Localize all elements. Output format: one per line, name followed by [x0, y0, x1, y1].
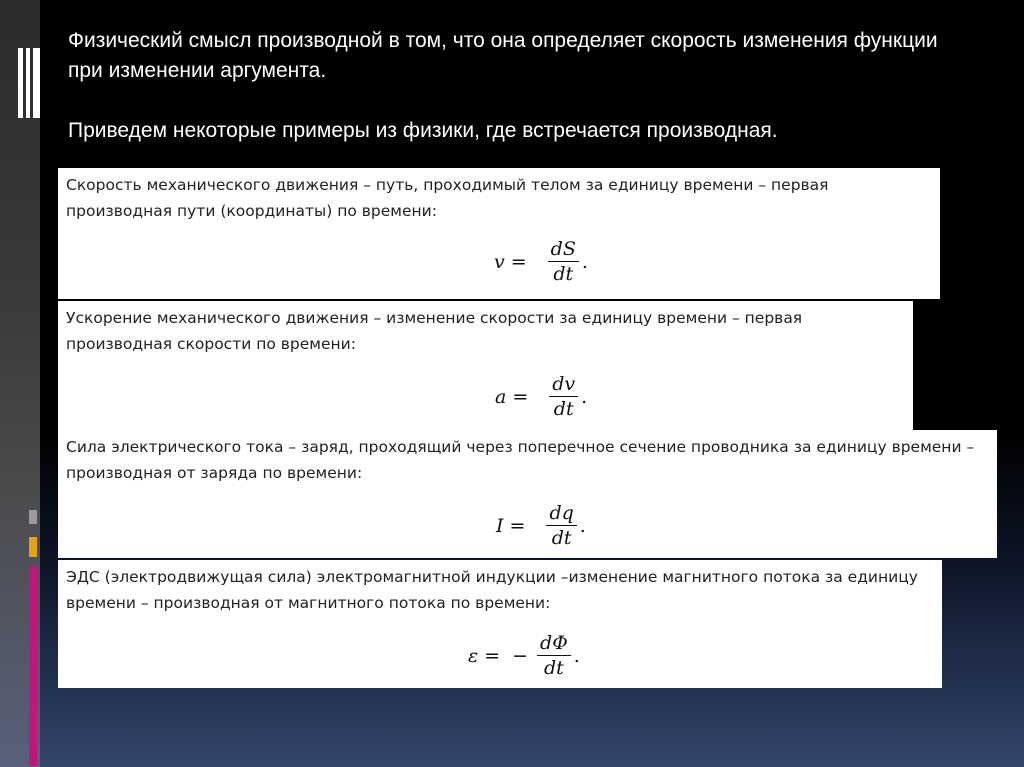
formula-lhs: I — [496, 514, 504, 537]
formula-fraction — [537, 632, 571, 679]
formula-sign: − — [512, 644, 529, 667]
decor-square-orange — [29, 537, 37, 557]
example-text: ЭДС (электродвижущая сила) электромагнитной индукции –изменение магнитного потока за единицу времени – производная от магнитного потока по времени: — [66, 568, 918, 612]
formula-numerator: dS — [548, 238, 579, 262]
formula-emf — [468, 632, 580, 679]
example-text: Ускорение механического движения – изменение скорости за единицу времени – первая производная скорости по времени: — [66, 309, 803, 353]
formula-period: . — [581, 251, 588, 273]
decor-square-magenta — [29, 566, 37, 766]
formula-fraction — [546, 502, 576, 549]
example-text: Сила электрического тока – заряд, проходящий через поперечное сечение проводника за единицу времени – производная от заряда по времени: — [66, 438, 975, 482]
formula-equals: = — [484, 644, 501, 667]
decor-square-gray — [29, 510, 37, 524]
example-box-current — [58, 430, 997, 558]
example-box-acceleration — [58, 301, 913, 432]
formula-equals: = — [509, 514, 526, 537]
example-box-emf — [58, 560, 942, 688]
formula-numerator: dv — [549, 373, 578, 397]
formula-period: . — [579, 515, 586, 537]
formula-numerator: dΦ — [537, 632, 571, 656]
formula-current — [496, 502, 586, 549]
formula-fraction — [549, 373, 578, 420]
decor-bars — [18, 48, 40, 118]
formula-denominator: dt — [553, 263, 574, 285]
formula-equals: = — [510, 250, 527, 273]
formula-numerator: dq — [546, 502, 576, 526]
formula-denominator: dt — [553, 398, 574, 420]
formula-lhs: a — [495, 385, 507, 408]
intro-paragraph-1: Физический смысл производной в том, что она определяет скорость изменения функции при изменении аргумента. — [68, 29, 938, 82]
formula-velocity — [494, 238, 588, 285]
example-text: Скорость механического движения – путь, проходимый телом за единицу времени – первая производная пути (координаты) по времени: — [66, 176, 829, 220]
formula-denominator: dt — [544, 657, 564, 679]
formula-fraction — [548, 238, 579, 285]
formula-acceleration — [495, 373, 587, 420]
formula-denominator: dt — [551, 527, 572, 549]
formula-period: . — [573, 645, 580, 667]
formula-period: . — [581, 386, 588, 408]
example-box-velocity — [58, 168, 940, 299]
formula-equals: = — [512, 385, 529, 408]
formula-lhs: v — [494, 250, 505, 273]
intro-paragraph-2: Приведем некоторые примеры из физики, где встречается производная. — [68, 119, 778, 142]
formula-lhs: ε — [468, 644, 479, 667]
